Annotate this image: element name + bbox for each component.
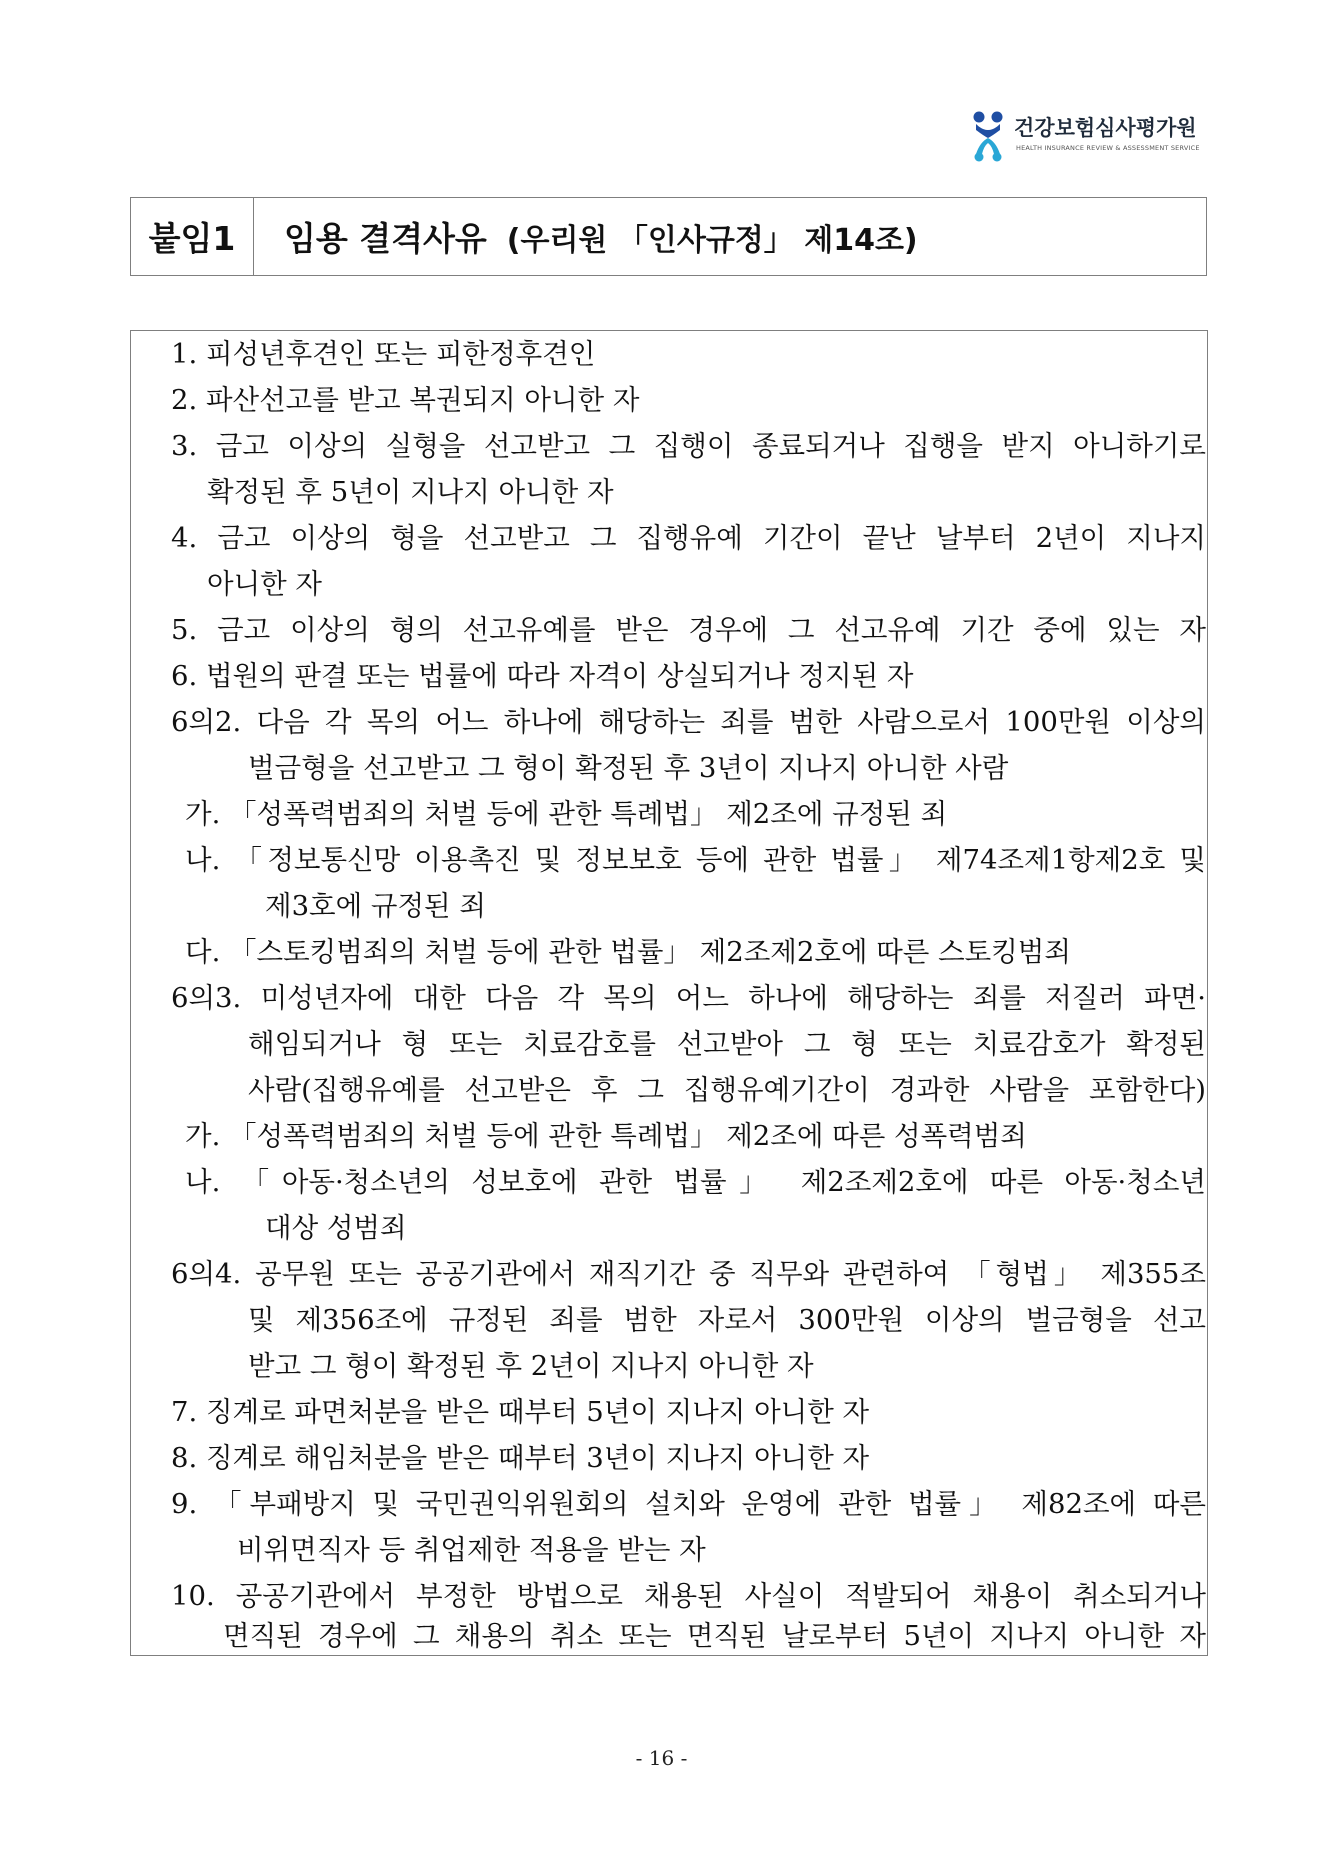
organization-logo xyxy=(970,108,1210,164)
sub-item: 가. 「성폭력범죄의 처벌 등에 관한 특례법」 제2조에 따른 성폭력범죄 xyxy=(185,1120,1027,1152)
attachment-label: 붙임1 xyxy=(131,198,254,275)
list-item-continuation: 벌금형을 선고받고 그 형이 확정된 후 3년이 지나지 아니한 사람 xyxy=(248,752,1009,784)
list-item: 7. 징계로 파면처분을 받은 때부터 5년이 지나지 아니한 자 xyxy=(171,1396,870,1428)
list-item-continuation: 받고 그 형이 확정된 후 2년이 지나지 아니한 자 xyxy=(248,1350,814,1382)
list-item: 9. 「부패방지 및 국민권익위원회의 설치와 운영에 관한 법률」 제82조에 따른 xyxy=(171,1488,1206,1520)
title-reference: (우리원 「인사규정」 제14조) xyxy=(506,222,918,258)
list-item-continuation: 및 제356조에 규정된 죄를 범한 자로서 300만원 이상의 벌금형을 선고 xyxy=(248,1304,1206,1336)
title-main: 임용 결격사유 xyxy=(284,219,487,258)
page-number: - 16 - xyxy=(635,1746,688,1770)
list-item: 1. 피성년후견인 또는 피한정후견인 xyxy=(171,338,596,370)
list-item: 2. 파산선고를 받고 복권되지 아니한 자 xyxy=(171,384,640,416)
list-item-continuation: 사람(집행유예를 선고받은 후 그 집행유예기간이 경과한 사람을 포함한다) xyxy=(248,1074,1206,1106)
sub-item: 가. 「성폭력범죄의 처벌 등에 관한 특례법」 제2조에 규정된 죄 xyxy=(185,798,948,830)
page-title xyxy=(254,198,918,275)
disqualification-list xyxy=(130,330,1208,1656)
list-item: 6의2. 다음 각 목의 어느 하나에 해당하는 죄를 범한 사람으로서 100만원 이상의 xyxy=(171,706,1206,738)
list-item: 6의4. 공무원 또는 공공기관에서 재직기간 중 직무와 관련하여 「형법」 제355조 xyxy=(171,1258,1206,1290)
list-item: 4. 금고 이상의 형을 선고받고 그 집행유예 기간이 끝난 날부터 2년이 지나지 xyxy=(171,522,1206,554)
list-item-continuation: 비위면직자 등 취업제한 적용을 받는 자 xyxy=(237,1534,706,1566)
list-item: 3. 금고 이상의 실형을 선고받고 그 집행이 종료되거나 집행을 받지 아니하기로 xyxy=(171,430,1206,462)
sub-item: 다. 「스토킹범죄의 처벌 등에 관한 법률」 제2조제2호에 따른 스토킹범죄 xyxy=(185,936,1071,968)
title-box xyxy=(130,197,1207,276)
sub-item-continuation: 제3호에 규정된 죄 xyxy=(265,890,486,922)
sub-item-continuation: 대상 성범죄 xyxy=(265,1212,407,1244)
list-item: 6의3. 미성년자에 대한 다음 각 목의 어느 하나에 해당하는 죄를 저질러 파면· xyxy=(171,982,1206,1014)
list-item-continuation: 아니한 자 xyxy=(207,568,323,600)
logo-subtitle: HEALTH INSURANCE REVIEW & ASSESSMENT SERVICE xyxy=(1016,144,1200,152)
list-item: 5. 금고 이상의 형의 선고유예를 받은 경우에 그 선고유예 기간 중에 있는 자 xyxy=(171,614,1206,646)
list-item: 6. 법원의 판결 또는 법률에 따라 자격이 상실되거나 정지된 자 xyxy=(171,660,914,692)
logo-x-icon xyxy=(970,110,1006,162)
list-item-continuation: 면직된 경우에 그 채용의 취소 또는 면직된 날로부터 5년이 지나지 아니한 자 xyxy=(223,1620,1206,1652)
list-item-continuation: 해임되거나 형 또는 치료감호를 선고받아 그 형 또는 치료감호가 확정된 xyxy=(248,1028,1206,1060)
list-item: 8. 징계로 해임처분을 받은 때부터 3년이 지나지 아니한 자 xyxy=(171,1442,870,1474)
list-item: 10. 공공기관에서 부정한 방법으로 채용된 사실이 적발되어 채용이 취소되거나 xyxy=(171,1580,1206,1612)
sub-item: 나. 「정보통신망 이용촉진 및 정보보호 등에 관한 법률」 제74조제1항제2호 및 xyxy=(185,844,1206,876)
sub-item: 나. 「아동·청소년의 성보호에 관한 법률」 제2조제2호에 따른 아동·청소년 xyxy=(185,1166,1206,1198)
list-item-continuation: 확정된 후 5년이 지나지 아니한 자 xyxy=(207,476,614,508)
logo-name: 건강보험심사평가원 xyxy=(1014,116,1197,140)
